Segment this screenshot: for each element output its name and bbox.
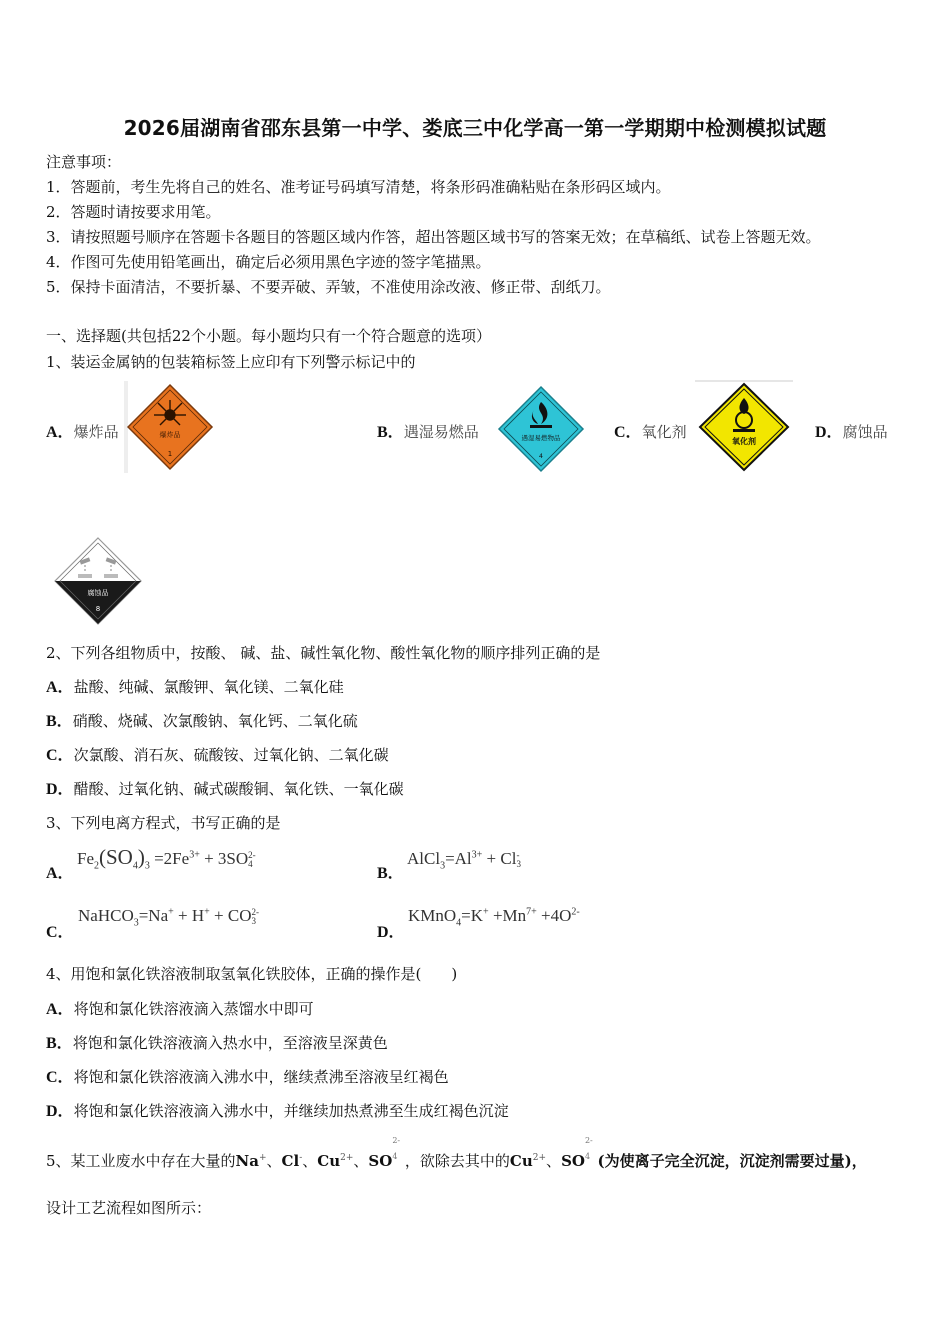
- separator: 、: [266, 1152, 282, 1170]
- eq-sub: 3: [133, 917, 139, 929]
- eq-term: + H: [173, 906, 205, 925]
- sign-number: 1: [167, 450, 173, 458]
- q1-option-a: [46, 422, 119, 443]
- ion-charge: -: [299, 1153, 303, 1163]
- option-label: D．: [46, 1103, 74, 1120]
- ion-subscript: 4: [392, 1152, 398, 1161]
- eq-sup: 7+: [526, 906, 537, 918]
- q2-option-c: [46, 745, 389, 766]
- option-label: C．: [46, 1069, 74, 1086]
- option-text: 爆炸品: [73, 423, 119, 441]
- q1-option-d: [815, 422, 888, 443]
- separator: 、: [302, 1152, 318, 1170]
- notice-item: 4．作图可先使用铅笔画出，确定后必须用黑色字迹的签字笔描黑。: [46, 253, 491, 271]
- separator: 、: [546, 1152, 562, 1170]
- eq-term: KMnO: [408, 906, 457, 925]
- eq-sub: 3: [144, 860, 150, 872]
- eq-term: AlCl: [407, 849, 441, 868]
- eq-term: +4O: [536, 906, 572, 925]
- option-text: 醋酸、过氧化钠、碱式碳酸铜、氧化铁、一氧化碳: [73, 780, 404, 798]
- option-label: B．: [46, 713, 73, 730]
- option-label: C．: [46, 747, 74, 764]
- ion: SO: [368, 1152, 393, 1170]
- ion-charge: +: [258, 1153, 267, 1163]
- q3-equation-d: [408, 906, 580, 928]
- question-5-line2: 设计工艺流程如图所示：: [46, 1199, 212, 1217]
- q1-option-c: [614, 422, 687, 443]
- eq-sup: 3+: [471, 849, 483, 861]
- option-label: A．: [46, 1001, 74, 1018]
- question-4-stem: 4、用饱和氯化铁溶液制取氢氧化铁胶体，正确的操作是( ): [46, 965, 458, 983]
- ion-charge: 2-: [584, 1136, 593, 1145]
- eq-sup: 3+: [189, 849, 200, 861]
- sign-number: 4: [538, 452, 544, 460]
- separator: 、: [353, 1152, 369, 1170]
- q4-option-d: [46, 1101, 509, 1122]
- ion: Cl: [281, 1152, 300, 1170]
- eq-sub: 4: [132, 860, 138, 872]
- q3-option-b-label: [377, 860, 404, 883]
- option-text: 次氯酸、消石灰、硫酸铵、过氧化钠、二氧化碳: [73, 746, 389, 764]
- q4-option-b: [46, 1033, 388, 1054]
- stem-text: ，欲除去其中的: [404, 1152, 510, 1170]
- option-label: C．: [46, 924, 74, 941]
- option-text: 氧化剂: [641, 423, 687, 441]
- eq-term: (SO: [99, 845, 133, 869]
- eq-term: ): [137, 845, 145, 869]
- q3-option-d-label: [377, 919, 405, 942]
- eq-sub: 3: [440, 860, 446, 872]
- eq-sup: -: [516, 850, 520, 861]
- q2-option-b: [46, 711, 358, 732]
- option-label: B．: [46, 1035, 73, 1052]
- eq-sup: 2-: [248, 850, 256, 861]
- eq-term: =K: [461, 906, 484, 925]
- q2-option-d: [46, 779, 404, 800]
- oxidizer-hazard-sign-icon: [695, 380, 793, 474]
- eq-sup: 2-: [571, 906, 580, 918]
- eq-term: NaHCO: [78, 906, 134, 925]
- option-text: 遇湿易燃品: [403, 423, 479, 441]
- option-text: 硝酸、烧碱、次氯酸钠、氧化钙、二氧化硫: [72, 712, 358, 730]
- option-text: 将饱和氯化铁溶液滴入蒸馏水中即可: [73, 1000, 314, 1018]
- question-2-stem: 2、下列各组物质中，按酸、 碱、盐、碱性氧化物、酸性氧化物的顺序排列正确的是: [46, 644, 601, 662]
- option-label: B．: [377, 865, 404, 882]
- option-text: 将饱和氯化铁溶液滴入沸水中，继续煮沸至溶液呈红褐色: [73, 1068, 449, 1086]
- option-text: 盐酸、纯碱、氯酸钾、氧化镁、二氧化硅: [73, 678, 344, 696]
- option-label: D．: [46, 781, 74, 798]
- q3-equation-a: [77, 845, 256, 871]
- eq-sub: 2: [94, 860, 99, 872]
- option-label: D．: [815, 424, 843, 441]
- section-heading: 一、选择题(共包括22个小题。每小题均只有一个符合题意的选项）: [46, 327, 491, 345]
- option-label: C．: [614, 424, 642, 441]
- option-text: 将饱和氯化铁溶液滴入沸水中，并继续加热煮沸至生成红褐色沉淀: [73, 1102, 509, 1120]
- stem-text: 5、某工业废水中存在大量的: [46, 1152, 236, 1170]
- ion-subscript: 4: [584, 1152, 591, 1161]
- eq-sub: 4: [248, 859, 253, 870]
- eq-sup: +: [168, 906, 174, 918]
- eq-sub: 3: [251, 916, 256, 927]
- explosive-hazard-sign-icon: [124, 381, 216, 473]
- ion: Cu: [509, 1152, 533, 1170]
- eq-term: Fe: [77, 849, 94, 868]
- question-1-stem: 1、装运金属钠的包装箱标签上应印有下列警示标记中的: [46, 353, 416, 371]
- dangerous-when-wet-sign-icon: [496, 384, 586, 474]
- q2-option-a: [46, 677, 344, 698]
- option-text: 腐蚀品: [842, 423, 888, 441]
- notice-item: 1．答题前，考生先将自己的姓名、准考证号码填写清楚，将条形码准确粘贴在条形码区域内。: [46, 178, 671, 196]
- q3-equation-b: [407, 849, 521, 871]
- notice-item: 3．请按照题号顺序在答题卡各题目的答题区域内作答，超出答题区域书写的答案无效；在草稿纸、试卷上答题无效。: [46, 228, 821, 246]
- eq-term: +Mn: [488, 906, 527, 925]
- ion-charge: 2-: [392, 1136, 401, 1145]
- eq-sup: +: [483, 906, 489, 918]
- option-label: A．: [46, 679, 74, 696]
- eq-sub: 4: [456, 917, 462, 929]
- sign-label: 氧化剂: [732, 437, 756, 446]
- sign-label: 爆炸品: [159, 431, 181, 439]
- eq-term: =2Fe: [149, 849, 190, 868]
- eq-sup: +: [204, 906, 210, 918]
- eq-term: + 3SO: [199, 849, 249, 868]
- page-title: 2026届湖南省邵东县第一中学、娄底三中化学高一第一学期期中检测模拟试题: [123, 116, 827, 140]
- eq-sup: 2-: [251, 907, 259, 918]
- ion-charge: 2+: [532, 1153, 547, 1163]
- q3-option-c-label: [46, 919, 74, 942]
- option-label: A．: [46, 424, 74, 441]
- eq-term: + Cl: [482, 849, 517, 868]
- sign-number: 8: [95, 605, 101, 613]
- q4-option-a: [46, 999, 314, 1020]
- option-text: 将饱和氯化铁溶液滴入热水中，至溶液呈深黄色: [72, 1034, 388, 1052]
- notice-heading: 注意事项：: [46, 153, 122, 171]
- sign-label: 遇湿易燃物品: [521, 434, 561, 442]
- option-label: D．: [377, 924, 405, 941]
- corrosive-hazard-sign-icon: [52, 535, 144, 627]
- q4-option-c: [46, 1067, 449, 1088]
- sign-label: 腐蚀品: [87, 589, 109, 597]
- ion: Cu: [317, 1152, 341, 1170]
- q1-option-b: [377, 422, 479, 443]
- stem-text: (为使离子完全沉淀，沉淀剂需要过量)，: [597, 1152, 867, 1170]
- option-label: B．: [377, 424, 404, 441]
- eq-term: =Na: [138, 906, 169, 925]
- q3-equation-c: [78, 906, 259, 928]
- ion: SO: [561, 1152, 585, 1170]
- ion-charge: 2+: [340, 1153, 354, 1163]
- notice-item: 5．保持卡面清洁，不要折暴、不要弄破、弄皱，不准使用涂改液、修正带、刮纸刀。: [46, 278, 611, 296]
- notice-item: 2．答题时请按要求用笔。: [46, 203, 221, 221]
- ion: Na: [235, 1152, 259, 1170]
- question-3-stem: 3、下列电离方程式，书写正确的是: [46, 814, 281, 832]
- eq-sub: 3: [516, 859, 521, 870]
- eq-term: =Al: [445, 849, 472, 868]
- eq-term: + CO: [209, 906, 252, 925]
- q3-option-a-label: [46, 860, 74, 883]
- option-label: A．: [46, 865, 74, 882]
- question-5-stem: [46, 1136, 867, 1171]
